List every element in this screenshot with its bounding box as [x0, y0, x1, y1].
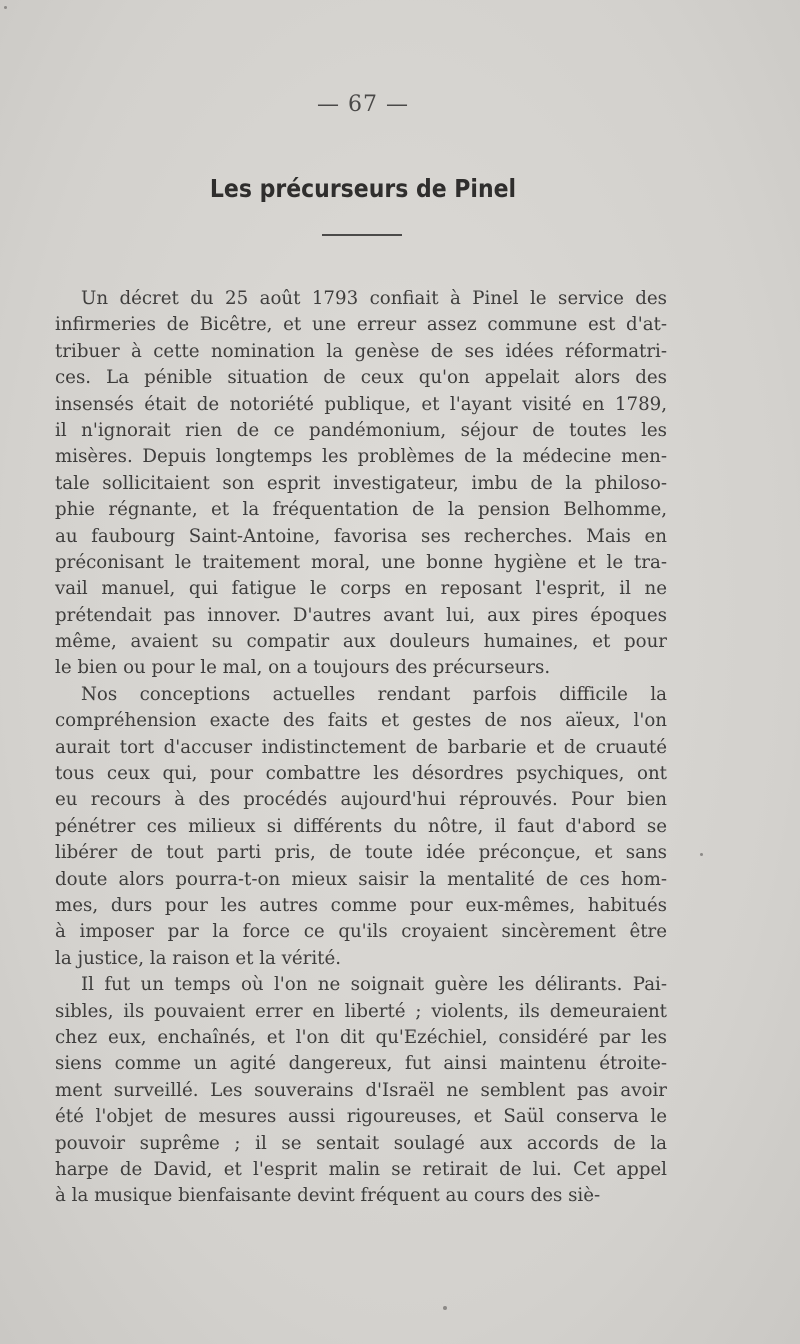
- text-line: le bien ou pour le mal, on a toujours des précurseurs.: [55, 657, 551, 679]
- text-line: été l'objet de mesures aussi rigoureuses, et Saül conserva le: [55, 1106, 667, 1128]
- paragraph: [55, 972, 667, 1210]
- scan-speck: [443, 1306, 447, 1310]
- scan-speck: [4, 6, 7, 9]
- text-line: compréhension exacte des faits et gestes de nos aïeux, l'on: [55, 710, 667, 732]
- text-line: la justice, la raison et la vérité.: [55, 947, 342, 969]
- text-line: harpe de David, et l'esprit malin se retirait de lui. Cet appel: [55, 1158, 667, 1180]
- page-number: — 67 —: [317, 92, 409, 117]
- text-line: doute alors pourra-t-on mieux saisir la mentalité de ces hom-: [55, 868, 667, 890]
- text-line: infirmeries de Bicêtre, et une erreur assez commune est d'at-: [55, 314, 667, 336]
- text-line: ment surveillé. Les souverains d'Israël ne semblent pas avoir: [55, 1079, 667, 1101]
- text-line: libérer de tout parti pris, de toute idée préconçue, et sans: [55, 842, 667, 864]
- paragraph: [55, 682, 667, 972]
- text-line: pénétrer ces milieux si différents du nôtre, il faut d'abord se: [55, 815, 667, 837]
- text-line: chez eux, enchaînés, et l'on dit qu'Ezéchiel, considéré par les: [55, 1026, 667, 1048]
- text-line: eu recours à des procédés aujourd'hui réprouvés. Pour bien: [55, 789, 667, 811]
- text-line: il n'ignorait rien de ce pandémonium, séjour de toutes les: [55, 419, 667, 441]
- text-line: à imposer par la force ce qu'ils croyaient sincèrement être: [55, 921, 667, 943]
- page-title: Les précurseurs de Pinel: [209, 174, 517, 203]
- text-line: tale sollicitaient son esprit investigateur, imbu de la philoso-: [55, 472, 667, 494]
- text-line: préconisant le traitement moral, une bonne hygiène et le tra-: [55, 551, 667, 573]
- text-line: à la musique bienfaisante devint fréquent au cours des siè-: [55, 1185, 601, 1207]
- text-line: mes, durs pour les autres comme pour eux-mêmes, habitués: [55, 894, 667, 916]
- text-line: pouvoir suprême ; il se sentait soulagé aux accords de la: [55, 1132, 667, 1154]
- text-line: tous ceux qui, pour combattre les désordres psychiques, ont: [55, 763, 667, 785]
- text-line: même, avaient su compatir aux douleurs humaines, et pour: [55, 631, 667, 653]
- body-text: [55, 286, 667, 1210]
- text-line: Un décret du 25 août 1793 confiait à Pinel le service des: [81, 288, 667, 309]
- text-line: au faubourg Saint-Antoine, favorisa ses recherches. Mais en: [55, 525, 667, 547]
- paragraph: [55, 286, 667, 682]
- text-line: insensés était de notoriété publique, et l'ayant visité en 1789,: [55, 393, 667, 415]
- text-line: siens comme un agité dangereux, fut ainsi maintenu étroite-: [55, 1053, 667, 1075]
- text-line: Nos conceptions actuelles rendant parfois difficile la: [81, 683, 667, 705]
- text-line: Il fut un temps où l'on ne soignait guère les délirants. Pai-: [81, 974, 667, 996]
- text-line: sibles, ils pouvaient errer en liberté ; violents, ils demeuraient: [55, 1000, 667, 1022]
- text-line: ces. La pénible situation de ceux qu'on appelait alors des: [55, 367, 667, 389]
- scan-speck: [700, 853, 703, 856]
- text-line: tribuer à cette nomination la genèse de ses idées réformatri-: [55, 340, 667, 362]
- text-line: misères. Depuis longtemps les problèmes de la médecine men-: [55, 446, 667, 468]
- text-line: prétendait pas innover. D'autres avant lui, aux pires époques: [55, 604, 667, 626]
- text-line: vail manuel, qui fatigue le corps en reposant l'esprit, il ne: [55, 578, 667, 600]
- text-line: aurait tort d'accuser indistinctement de barbarie et de cruauté: [55, 736, 667, 758]
- title-divider: [322, 234, 402, 236]
- text-line: phie régnante, et la fréquentation de la pension Belhomme,: [55, 499, 667, 521]
